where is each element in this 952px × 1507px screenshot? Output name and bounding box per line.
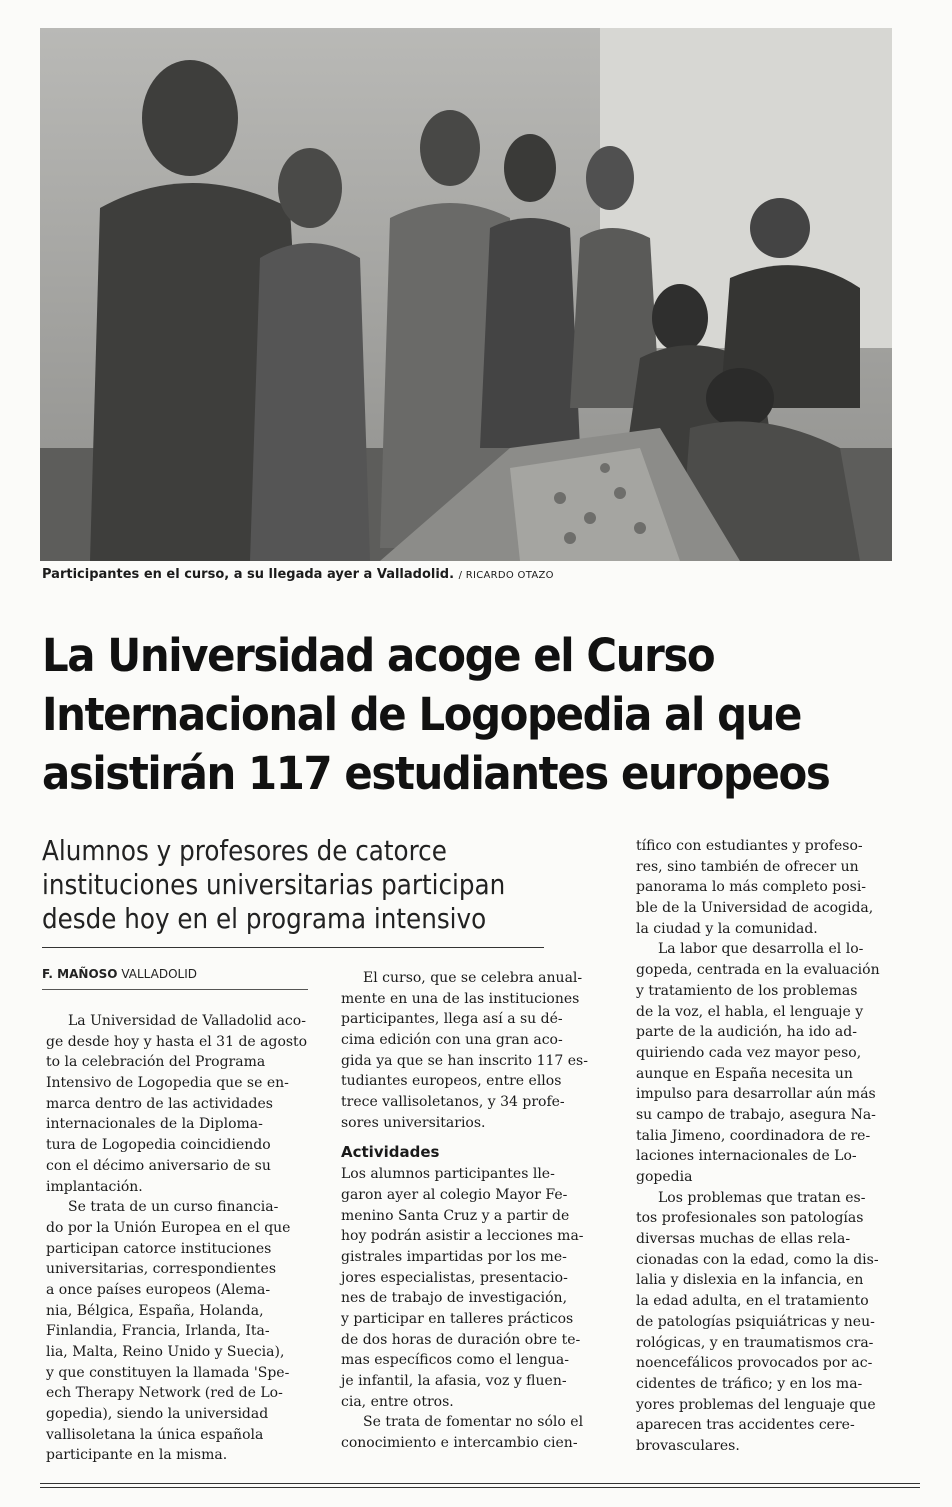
text-line: mente en una de las instituciones [341,990,580,1007]
subhead-line: instituciones universitarias participan [42,868,506,901]
text-line: do por la Unión Europea en el que [46,1219,291,1236]
text-line: gopeda, centrada en la evaluación [636,962,880,979]
text-line: nia, Bélgica, España, Holanda, [46,1302,264,1319]
text-line: de la voz, el habla, el lenguaje y [636,1003,864,1020]
text-line: Se trata de fomentar no sólo el [363,1414,584,1431]
text-line: garon ayer al colegio Mayor Fe- [341,1186,568,1203]
text-line: Los alumnos participantes lle- [341,1166,555,1183]
text-line: Se trata de un curso financia- [68,1199,279,1216]
text-line: laciones internacionales de Lo- [636,1148,857,1165]
text-line: conocimiento e intercambio cien- [341,1435,578,1452]
subhead-line: desde hoy en el programa intensivo [42,902,487,935]
text-line: y tratamiento de los problemas [636,982,858,999]
text-line: noencefálicos provocados por ac- [636,1355,873,1372]
text-line: impulso para desarrollar aún más [636,1086,876,1103]
subhead-line: Alumnos y profesores de catorce [42,834,447,867]
text-line: de patologías psiquiátricas y neu- [636,1313,875,1330]
text-line: parte de la audición, ha ido ad- [636,1024,857,1041]
text-line: gopedia [636,1169,693,1185]
text-line: cima edición con una gran aco- [341,1032,563,1049]
text-line: tos profesionales son patologías [636,1210,864,1227]
page-bottom-rule [40,1483,920,1488]
caption-text: Participantes en el curso, a su llegada ayer a Valladolid. [42,567,455,582]
text-line: y que constituyen la llamada 'Spe- [46,1364,290,1381]
text-line: marca dentro de las actividades [46,1095,273,1112]
text-line: participante en la misma. [46,1447,228,1464]
text-line: gida ya que se han inscrito 117 es- [341,1052,588,1069]
byline-place: VALLADOLID [121,967,197,981]
text-line: res, sino también de ofrecer un [636,858,859,875]
text-line: cia, entre otros. [341,1393,454,1410]
photo-caption [42,567,892,582]
article-column-1 [46,1011,314,1466]
text-line: panorama lo más completo posi- [636,879,867,896]
headline-line: Internacional de Logopedia al que [42,688,802,741]
text-line: participan catorce instituciones [46,1240,272,1257]
text-line: y participar en talleres prácticos [341,1311,574,1328]
text-line: yores problemas del lenguaje que [636,1396,876,1413]
text-line: nes de trabajo de investigación, [341,1290,568,1307]
news-photo [40,28,892,561]
text-line: universitarias, correspondientes [46,1261,277,1278]
subhead-divider [42,947,544,948]
section-heading: Actividades [341,1142,440,1161]
text-line: internacionales de la Diploma- [46,1116,263,1133]
text-line: brovasculares. [636,1437,740,1454]
text-line: gopedia), siendo la universidad [46,1406,269,1423]
text-line: mas específicos como el lengua- [341,1352,570,1369]
text-line: Intensivo de Logopedia que se en- [46,1075,289,1092]
text-line: con el décimo aniversario de su [46,1157,271,1174]
text-line: participantes, llega así a su dé- [341,1011,563,1028]
headline-line: asistirán 117 estudiantes europeos [42,747,830,800]
text-line: gistrales impartidas por los me- [341,1248,567,1265]
text-line: a once países europeos (Alema- [46,1281,271,1298]
text-line: Los problemas que tratan es- [658,1189,866,1206]
text-line: aparecen tras accidentes cere- [636,1417,855,1434]
article-column-2 [341,968,609,1454]
text-line: tífico con estudiantes y profeso- [636,838,863,854]
text-line: aunque en España necesita un [636,1065,853,1082]
text-line: talia Jimeno, coordinadora de re- [636,1127,871,1144]
photo-scene [40,28,892,561]
text-line: su campo de trabajo, asegura Na- [636,1106,876,1123]
text-line: menino Santa Cruz y a partir de [341,1207,570,1224]
byline [42,967,197,981]
text-line: cidentes de tráfico; y en los ma- [636,1375,863,1392]
photo-credit: / RICARDO OTAZO [458,570,554,581]
text-line: tudiantes europeos, entre ellos [341,1073,562,1090]
text-line: lalia y dislexia en la infancia, en [636,1272,864,1289]
text-line: ble de la Universidad de acogida, [636,900,874,917]
text-line: La Universidad de Valladolid aco- [68,1013,306,1029]
text-line: de dos horas de duración obre te- [341,1331,581,1348]
text-line: La labor que desarrolla el lo- [658,941,864,958]
text-line: Finlandia, Francia, Irlanda, Ita- [46,1323,270,1340]
text-line: implantación. [46,1178,143,1195]
text-line: cionadas con la edad, como la dis- [636,1251,879,1268]
text-line: lia, Malta, Reino Unido y Suecia), [46,1344,285,1360]
text-line: ech Therapy Network (red de Lo- [46,1385,283,1402]
text-line: vallisoletana la única española [46,1426,264,1443]
text-line: la edad adulta, en el tratamiento [636,1293,869,1310]
text-line: diversas muchas de ellas rela- [636,1231,851,1248]
text-line: trece vallisoletanos, y 34 profe- [341,1094,565,1111]
headline-line: La Universidad acoge el Curso [42,629,715,682]
article-column-3 [636,836,904,1457]
headline [42,626,842,803]
text-line: ge desde hoy y hasta el 31 de agosto [46,1033,308,1050]
byline-divider [42,989,308,990]
subheadline [42,834,535,936]
text-line: sores universitarios. [341,1114,486,1131]
text-line: to la celebración del Programa [46,1054,266,1071]
text-line: tura de Logopedia coincidiendo [46,1137,271,1154]
byline-author: F. MAÑOSO [42,967,118,981]
text-line: jores especialistas, presentacio- [341,1269,568,1286]
text-line: El curso, que se celebra anual- [363,970,583,986]
text-line: la ciudad y la comunidad. [636,920,818,937]
text-line: rológicas, y en traumatismos cra- [636,1334,874,1351]
text-line: je infantil, la afasia, voz y fluen- [341,1373,567,1390]
text-line: quiriendo cada vez mayor peso, [636,1044,862,1061]
text-line: hoy podrán asistir a lecciones ma- [341,1228,584,1245]
